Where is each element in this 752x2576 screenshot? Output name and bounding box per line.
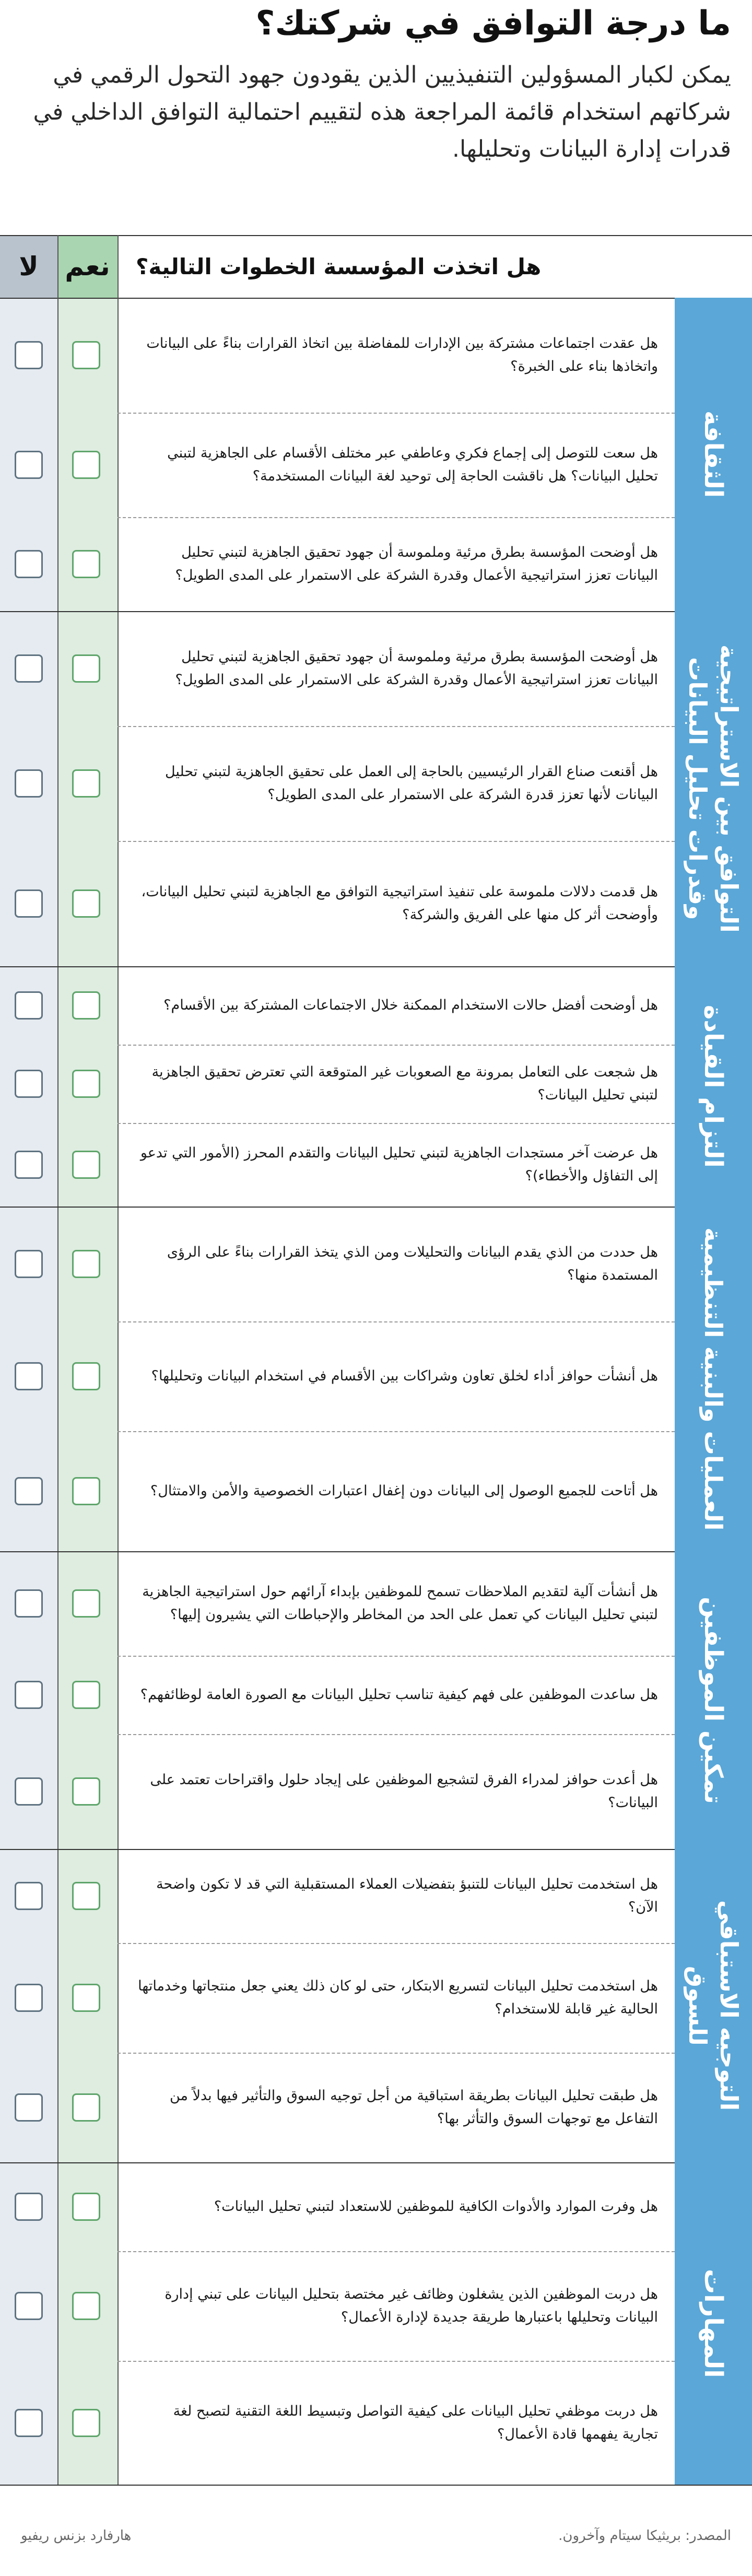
checklist-section: [0, 1849, 752, 2162]
no-checkbox[interactable]: [15, 2409, 43, 2437]
question-label: هل ساعدت الموظفين على فهم كيفية تناسب تحليل البيانات مع الصورة العامة لوظائفهم؟: [140, 1687, 658, 1703]
category-label: الثقافة: [699, 411, 728, 498]
footer-publisher: هارفارد بزنس ريفيو: [21, 2528, 132, 2544]
question-text: [136, 2162, 658, 2251]
question-text: [136, 1207, 658, 1321]
no-checkbox[interactable]: [15, 769, 43, 798]
question-label: هل دربت موظفي تحليل البيانات على كيفية التواصل وتبسيط اللغة التقنية لتصبح لغة تجارية يفهمها قادة الأعمال؟: [173, 2403, 658, 2442]
yes-checkbox[interactable]: [72, 550, 100, 578]
question-label: هل عرضت آخر مستجدات الجاهزية لتبني تحليل البيانات والتقدم المحرز (الأمور التي تدعو إلى التفاؤل والأخطاء)؟: [140, 1145, 658, 1184]
question-label: هل وفرت الموارد والأدوات الكافية للموظفين للاستعداد لتبني تحليل البيانات؟: [214, 2198, 658, 2215]
question-label: هل دربت الموظفين الذين يشغلون وظائف غير مختصة بتحليل البيانات على تبني إدارة البيانات وتحليلها باعتبارها طريقة جديدة لإدارة الأعمال؟: [164, 2286, 658, 2325]
no-checkbox[interactable]: [15, 1477, 43, 1505]
question-label: هل استخدمت تحليل البيانات للتنبؤ بتفضيلات العملاء المستقبلية التي قد لا تكون واضحة الآن؟: [156, 1876, 658, 1915]
yes-checkbox[interactable]: [72, 451, 100, 479]
no-column-header: لا: [0, 235, 57, 298]
row-divider: [118, 841, 675, 842]
checklist-row: [0, 2361, 752, 2485]
question-label: هل أوضحت المؤسسة بطرق مرئية وملموسة أن جهود تحقيق الجاهزية لتبني تحليل البيانات تعزز استراتيجية الأعمال وقدرة الشركة على الاستمرار على المدى الطويل؟: [175, 544, 658, 583]
no-checkbox[interactable]: [15, 1681, 43, 1709]
checklist-row: [0, 1943, 752, 2053]
question-label: هل سعت للتوصل إلى إجماع فكري وعاطفي عبر مختلف الأقسام على الجاهزية لتبني تحليل البيانات؟ هل ناقشت الحاجة إلى توحيد لغة البيانات المستخدمة؟: [167, 445, 658, 484]
question-text: [136, 517, 658, 611]
no-checkbox[interactable]: [15, 1362, 43, 1390]
checklist-row: [0, 841, 752, 966]
row-divider: [118, 1943, 675, 1944]
question-label: هل عقدت اجتماعات مشتركة بين الإدارات للمفاضلة بين اتخاذ القرارات بناءً على البيانات واتخاذها بناء على الخبرة؟: [146, 335, 658, 374]
question-label: هل قدمت دلالات ملموسة على تنفيذ استراتيجية التوافق مع الجاهزية لتبني تحليل البيانات، وأوضحت أثر كل منها على الفريق والشركة؟: [141, 884, 658, 923]
no-checkbox[interactable]: [15, 2193, 43, 2221]
no-checkbox[interactable]: [15, 550, 43, 578]
checklist-row: [0, 611, 752, 726]
question-label: هل أتاحت للجميع الوصول إلى البيانات دون إغفال اعتبارات الخصوصية والأمن والامتثال؟: [150, 1483, 658, 1499]
page-title: ما درجة التوافق في شركتك؟: [255, 4, 731, 43]
question-text: [136, 1045, 658, 1123]
no-checkbox[interactable]: [15, 1250, 43, 1278]
no-checkbox[interactable]: [15, 2292, 43, 2320]
row-divider: [118, 2053, 675, 2054]
question-text: [136, 966, 658, 1045]
question-text: [136, 1734, 658, 1849]
question-text: [136, 726, 658, 841]
yes-checkbox[interactable]: [72, 889, 100, 918]
checklist-row: [0, 2251, 752, 2361]
question-text: [136, 1943, 658, 2053]
question-text: [136, 2251, 658, 2361]
question-label: هل أنشأت حوافز أداء لخلق تعاون وشراكات بين الأقسام في استخدام البيانات وتحليلها؟: [151, 1368, 658, 1384]
question-text: [136, 1321, 658, 1431]
yes-checkbox[interactable]: [72, 1589, 100, 1618]
checklist-section: [0, 298, 752, 611]
yes-checkbox[interactable]: [72, 1151, 100, 1179]
question-text: [136, 298, 658, 413]
row-divider: [118, 1431, 675, 1432]
no-checkbox[interactable]: [15, 1984, 43, 2012]
row-divider: [118, 1123, 675, 1124]
category-label: تمكين الموظفين: [699, 1596, 728, 1804]
yes-checkbox[interactable]: [72, 1477, 100, 1505]
checklist-row: [0, 298, 752, 413]
question-text: [136, 1123, 658, 1207]
question-label: هل أوضحت أفضل حالات الاستخدام الممكنة خلال الاجتماعات المشتركة بين الأقسام؟: [163, 997, 658, 1013]
checklist-row: [0, 1551, 752, 1656]
no-checkbox[interactable]: [15, 889, 43, 918]
row-divider: [118, 2251, 675, 2252]
checklist-row: [0, 1734, 752, 1849]
category-label: التوافق بين الاستراتيجية وقدرات تحليل البيانات: [684, 645, 743, 933]
row-divider: [118, 2361, 675, 2362]
checklist-row: [0, 966, 752, 1045]
yes-checkbox[interactable]: [72, 2093, 100, 2122]
yes-column-header: نعم: [57, 235, 118, 298]
yes-checkbox[interactable]: [72, 1070, 100, 1098]
yes-checkbox[interactable]: [72, 654, 100, 683]
question-text: [136, 1551, 658, 1656]
checklist-row: [0, 1849, 752, 1943]
yes-checkbox[interactable]: [72, 1681, 100, 1709]
yes-checkbox[interactable]: [72, 2292, 100, 2320]
category-label: التوجيه الاستباقي للسوق: [684, 1900, 743, 2111]
yes-checkbox[interactable]: [72, 1984, 100, 2012]
category-label: العمليات والبنية التنظيمية: [699, 1227, 727, 1531]
checklist-row: [0, 2053, 752, 2162]
category-label: المهارات: [699, 2269, 728, 2378]
checklist-section: [0, 2162, 752, 2485]
no-checkbox[interactable]: [15, 1882, 43, 1910]
row-divider: [118, 1734, 675, 1735]
checklist-row: [0, 517, 752, 611]
row-divider: [118, 1656, 675, 1657]
question-label: هل أنشأت آلية لتقديم الملاحظات تسمح للموظفين بإبداء آرائهم حول استراتيجية الجاهزية لتبني تحليل البيانات كي تعمل على الحد من المخاطر والإحباطات التي يشيرون إليها؟: [142, 1584, 658, 1623]
checklist-section: [0, 966, 752, 1207]
no-checkbox[interactable]: [15, 1589, 43, 1618]
question-label: هل حددت من الذي يقدم البيانات والتحليلات ومن الذي يتخذ القرارات بناءً على الرؤى المستمدة منها؟: [167, 1244, 658, 1283]
footer-source: المصدر: بريثيكا سيتام وآخرون.: [558, 2528, 731, 2544]
checklist-section: [0, 1551, 752, 1849]
question-label: هل أقنعت صناع القرار الرئيسيين بالحاجة إلى العمل على تحقيق الجاهزية لتبني تحليل البيانات لأنها تعزز قدرة الشركة على الاستمرار على المدى الطويل؟: [164, 764, 658, 803]
row-divider: [118, 726, 675, 727]
checklist-row: [0, 1431, 752, 1551]
question-label: هل أعدت حوافز لمدراء الفرق لتشجيع الموظفين على إيجاد حلول واقتراحات تعتمد على البيانات؟: [150, 1772, 658, 1811]
question-text: [136, 841, 658, 966]
row-divider: [118, 1045, 675, 1046]
no-checkbox[interactable]: [15, 991, 43, 1020]
yes-checkbox[interactable]: [72, 2193, 100, 2221]
question-label: هل طبقت تحليل البيانات بطريقة استباقية من أجل توجيه السوق والتأثير فيها بدلاً من التفاعل مع توجهات السوق والتأثر بها؟: [169, 2088, 658, 2127]
category-label: التزام القيادة: [699, 1005, 728, 1168]
yes-checkbox[interactable]: [72, 769, 100, 798]
no-checkbox[interactable]: [15, 451, 43, 479]
no-checkbox[interactable]: [15, 341, 43, 369]
question-label: هل شجعت على التعامل بمرونة مع الصعوبات غير المتوقعة التي تعترض تحقيق الجاهزية لتبني تحليل البيانات؟: [151, 1064, 658, 1103]
question-label: هل أوضحت المؤسسة بطرق مرئية وملموسة أن جهود تحقيق الجاهزية لتبني تحليل البيانات تعزز استراتيجية الأعمال وقدرة الشركة على الاستمرار على المدى الطويل؟: [175, 649, 658, 688]
row-divider: [118, 413, 675, 414]
no-checkbox[interactable]: [15, 2093, 43, 2122]
table-top-border: [0, 235, 752, 236]
yes-checkbox[interactable]: [72, 1362, 100, 1390]
checklist-section: [0, 1207, 752, 1551]
yes-checkbox[interactable]: [72, 1882, 100, 1910]
checklist-row: [0, 1207, 752, 1321]
question-text: [136, 1656, 658, 1734]
yes-checkbox[interactable]: [72, 1777, 100, 1806]
question-text: [136, 2053, 658, 2162]
questions-column-header: هل اتخذت المؤسسة الخطوات التالية؟: [136, 253, 542, 279]
question-text: [136, 413, 658, 517]
yes-checkbox[interactable]: [72, 1250, 100, 1278]
question-text: [136, 1849, 658, 1943]
yes-checkbox[interactable]: [72, 341, 100, 369]
checklist-row: [0, 2162, 752, 2251]
yes-checkbox[interactable]: [72, 991, 100, 1020]
intro-paragraph: يمكن لكبار المسؤولين التنفيذيين الذين يقودون جهود التحول الرقمي في شركاتهم استخدام قائمة المراجعة هذه لتقييم احتمالية التوافق الداخلي في قدرات إدارة البيانات وتحليلها.: [33, 62, 731, 162]
no-checkbox[interactable]: [15, 1777, 43, 1806]
yes-checkbox[interactable]: [72, 2409, 100, 2437]
checklist-section: [0, 611, 752, 966]
question-label: هل استخدمت تحليل البيانات لتسريع الابتكار، حتى لو كان ذلك يعني جعل منتجاتها وخدماتها الحالية غير قابلة للاستخدام؟: [138, 1978, 658, 2017]
question-text: [136, 1431, 658, 1551]
checklist-row: [0, 413, 752, 517]
question-text: [136, 2361, 658, 2485]
row-divider: [118, 517, 675, 518]
no-checkbox[interactable]: [15, 1151, 43, 1179]
checklist-row: [0, 1045, 752, 1123]
checklist-row: [0, 1123, 752, 1207]
checklist-row: [0, 726, 752, 841]
checklist-row: [0, 1321, 752, 1431]
question-text: [136, 611, 658, 726]
checklist-row: [0, 1656, 752, 1734]
section-divider: [0, 2485, 752, 2486]
row-divider: [118, 1321, 675, 1322]
no-checkbox[interactable]: [15, 1070, 43, 1098]
no-checkbox[interactable]: [15, 654, 43, 683]
